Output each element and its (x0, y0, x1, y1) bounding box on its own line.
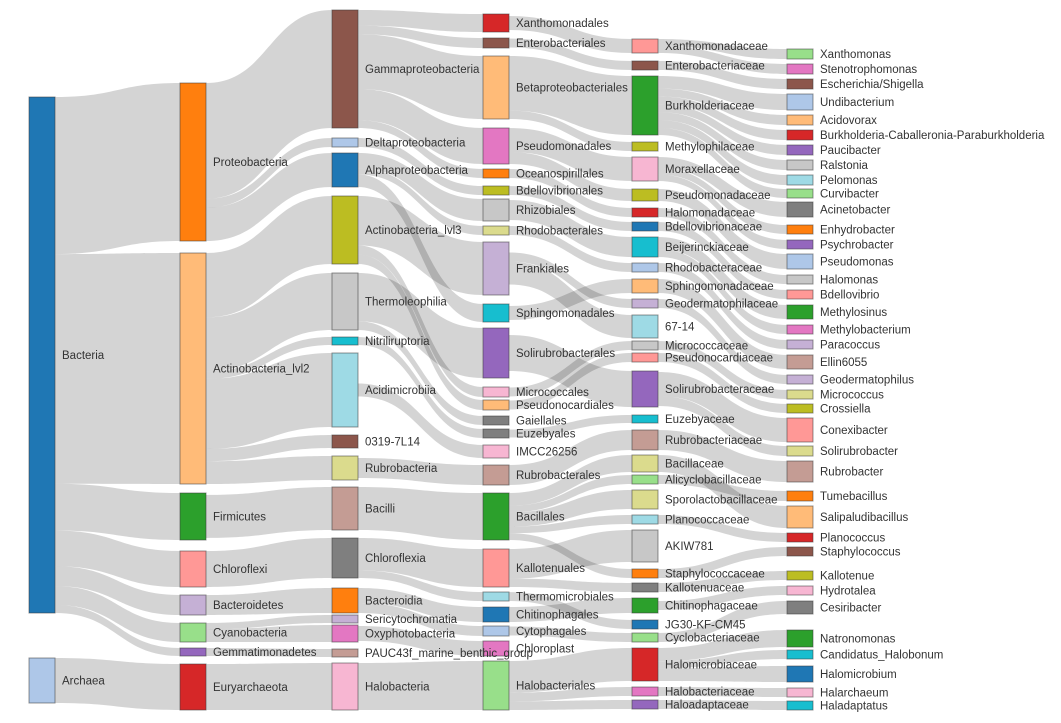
node-label-euzebyales: Euzebyales (516, 428, 576, 441)
sankey-node-methylophilaceae[interactable] (632, 142, 658, 151)
node-label-oxyphotobacteria: Oxyphotobacteria (365, 628, 456, 641)
node-label-actinobacteria-lvl3: Actinobacteria_lvl3 (365, 225, 462, 237)
sankey-node-pauc43f-marine-benthic-group[interactable] (332, 649, 358, 657)
node-label-ralstonia: Ralstonia (820, 160, 868, 172)
node-label-oceanospirillales: Oceanospirillales (516, 168, 604, 181)
sankey-node-moraxellaceae[interactable] (632, 157, 658, 181)
link-kallotenuales--kallotenuaceae (509, 579, 632, 592)
sankey-node-enterobacteriaceae[interactable] (632, 61, 658, 70)
sankey-node-firmicutes[interactable] (180, 493, 206, 540)
node-label-halomicrobium: Halomicrobium (820, 669, 897, 681)
node-label-xanthomonadaceae: Xanthomonadaceae (665, 41, 768, 53)
node-label-pelomonas: Pelomonas (820, 175, 878, 187)
node-label-rubrobacter: Rubrobacter (820, 466, 884, 479)
sankey-node-burkholderia-caballeronia-paraburkholderia[interactable] (787, 130, 813, 140)
node-label-imcc26256: IMCC26256 (516, 446, 578, 459)
sankey-node-chitinophagales[interactable] (483, 607, 509, 622)
node-label-actinobacteria-lvl2: Actinobacteria_lvl2 (213, 363, 310, 376)
sankey-node-oxyphotobacteria[interactable] (332, 625, 358, 642)
sankey-node-frankiales[interactable] (483, 242, 509, 295)
node-label-chitinophagaceae: Chitinophagaceae (665, 600, 758, 613)
link-chloroflexi--chloroflexia (206, 538, 332, 587)
node-label-chloroflexi: Chloroflexi (213, 564, 268, 576)
node-label-euryarchaeota: Euryarchaeota (213, 682, 288, 694)
node-label-sphingomonadales: Sphingomonadales (516, 308, 615, 320)
sankey-node-kallotenuaceae[interactable] (632, 583, 658, 592)
sankey-node-halobacteriaceae[interactable] (632, 687, 658, 696)
node-label-bdellovibrionales: Bdellovibrionales (516, 185, 603, 198)
sankey-node-micrococcus[interactable] (787, 390, 813, 399)
node-label-0319-7l14: 0319-7L14 (365, 436, 420, 449)
sankey-node-acidimicrobiia[interactable] (332, 353, 358, 427)
sankey-node-67-14[interactable] (632, 315, 658, 338)
sankey-node-xanthomonas[interactable] (787, 49, 813, 59)
sankey-node-staphylococcus[interactable] (787, 547, 813, 556)
node-label-akiw781: AKIW781 (665, 541, 714, 553)
sankey-node-halarchaeum[interactable] (787, 688, 813, 697)
sankey-node-cytophagales[interactable] (483, 626, 509, 636)
node-label-micrococcales: Micrococcales (516, 387, 589, 399)
sankey-node-gemmatimonadetes[interactable] (180, 648, 206, 656)
node-label-micrococcus: Micrococcus (820, 389, 884, 402)
node-label-frankiales: Frankiales (516, 263, 570, 276)
node-label-staphylococcaceae: Staphylococcaceae (665, 568, 765, 581)
sankey-node-alicyclobacillaceae[interactable] (632, 475, 658, 484)
node-label-enterobacteriaceae: Enterobacteriaceae (665, 60, 765, 73)
node-label-ellin6055: Ellin6055 (820, 357, 868, 369)
node-label-acidovorax: Acidovorax (820, 115, 877, 127)
node-label-micrococcaceae: Micrococcaceae (665, 340, 749, 353)
node-label-archaea: Archaea (62, 675, 105, 688)
node-label-bacteria: Bacteria (62, 350, 105, 362)
sankey-node-bacilli[interactable] (332, 487, 358, 530)
node-label-geodermatophilus: Geodermatophilus (820, 374, 914, 387)
node-label-rubrobacteria: Rubrobacteria (365, 463, 438, 475)
sankey-node-curvibacter[interactable] (787, 189, 813, 198)
sankey-node-methylosinus[interactable] (787, 305, 813, 319)
sankey-node-xanthomonadaceae[interactable] (632, 39, 658, 53)
node-label-paracoccus: Paracoccus (820, 339, 881, 352)
node-label-pseudonocardiaceae: Pseudonocardiaceae (665, 352, 774, 365)
sankey-node-solirubrobacterales[interactable] (483, 328, 509, 378)
sankey-node-kallotenuales[interactable] (483, 549, 509, 587)
node-label-halomonas: Halomonas (820, 274, 879, 287)
sankey-node-0319-7l14[interactable] (332, 435, 358, 448)
sankey-node-rhodobacteraceae[interactable] (632, 263, 658, 272)
node-label-rhodobacterales: Rhodobacterales (516, 225, 603, 238)
node-label-methylosinus: Methylosinus (820, 307, 888, 319)
sankey-node-gammaproteobacteria[interactable] (332, 10, 358, 128)
node-label-sporolactobacillaceae: Sporolactobacillaceae (665, 494, 778, 507)
node-label-alicyclobacillaceae: Alicyclobacillaceae (665, 474, 762, 487)
node-label-hydrotalea: Hydrotalea (820, 585, 876, 598)
sankey-node-solirubrobacteraceae[interactable] (632, 371, 658, 407)
sankey-node-halomicrobiaceae[interactable] (632, 648, 658, 681)
node-label-pseudomonadaceae: Pseudomonadaceae (665, 190, 771, 202)
sankey-node-pseudomonadales[interactable] (483, 128, 509, 164)
sankey-node-chitinophagaceae[interactable] (632, 598, 658, 613)
node-label-kallotenuaceae: Kallotenuaceae (665, 582, 745, 595)
node-label-planococcaceae: Planococcaceae (665, 514, 750, 527)
sankey-node-paucibacter[interactable] (787, 145, 813, 155)
sankey-node-cesiribacter[interactable] (787, 601, 813, 614)
node-label-cesiribacter: Cesiribacter (820, 602, 882, 615)
sankey-node-bacteroidia[interactable] (332, 588, 358, 613)
sankey-node-pseudomonadaceae[interactable] (632, 189, 658, 201)
node-label-gammaproteobacteria: Gammaproteobacteria (365, 64, 480, 76)
node-label-burkholderiaceae: Burkholderiaceae (665, 100, 755, 113)
node-label-deltaproteobacteria: Deltaproteobacteria (365, 137, 466, 150)
sankey-node-bdellovibrio[interactable] (787, 290, 813, 299)
node-label-psychrobacter: Psychrobacter (820, 239, 894, 252)
node-label-acidimicrobiia: Acidimicrobiia (365, 385, 436, 397)
sankey-node-thermomicrobiales[interactable] (483, 592, 509, 601)
sankey-node-micrococcaceae[interactable] (632, 341, 658, 350)
node-label-natronomonas: Natronomonas (820, 633, 896, 646)
sankey-node-jg30-kf-cm45[interactable] (632, 620, 658, 629)
node-label-bdellovibrionaceae: Bdellovibrionaceae (665, 221, 763, 234)
sankey-node-psychrobacter[interactable] (787, 240, 813, 249)
node-label-chloroflexia: Chloroflexia (365, 553, 426, 565)
node-label-candidatus-halobonum: Candidatus_Halobonum (820, 649, 944, 662)
node-label-halobacteriaceae: Halobacteriaceae (665, 686, 755, 699)
node-label-crossiella: Crossiella (820, 403, 871, 416)
sankey-node-halobacteriales[interactable] (483, 661, 509, 710)
sankey-node-chloroflexia[interactable] (332, 538, 358, 578)
sankey-node-bacillaceae[interactable] (632, 455, 658, 472)
sankey-node-rhodobacterales[interactable] (483, 226, 509, 235)
sankey-node-methylobacterium[interactable] (787, 325, 813, 334)
node-label-escherichia-shigella: Escherichia/Shigella (820, 79, 924, 91)
sankey-node-enhydrobacter[interactable] (787, 225, 813, 234)
sankey-node-nitriliruptoria[interactable] (332, 337, 358, 345)
sankey-node-proteobacteria[interactable] (180, 83, 206, 241)
sankey-node-hydrotalea[interactable] (787, 586, 813, 595)
sankey-node-ellin6055[interactable] (787, 355, 813, 369)
sankey-node-bacteroidetes[interactable] (180, 595, 206, 615)
node-label-bacillales: Bacillales (516, 511, 565, 524)
node-label-gaiellales: Gaiellales (516, 415, 567, 428)
sankey-node-rubrobacteria[interactable] (332, 456, 358, 480)
node-label-solirubrobacter: Solirubrobacter (820, 446, 898, 458)
node-label-sericytochromatia: Sericytochromatia (365, 614, 458, 626)
node-label-stenotrophomonas: Stenotrophomonas (820, 64, 918, 76)
node-label-rhizobiales: Rhizobiales (516, 205, 576, 217)
sankey-node-haladaptatus[interactable] (787, 701, 813, 710)
sankey-node-akiw781[interactable] (632, 530, 658, 562)
node-label-sphingomonadaceae: Sphingomonadaceae (665, 281, 774, 293)
sankey-node-geodermatophilus[interactable] (787, 375, 813, 384)
sankey-node-enterobacteriales[interactable] (483, 38, 509, 48)
sankey-node-cyclobacteriaceae[interactable] (632, 633, 658, 642)
node-label-rubrobacterales: Rubrobacterales (516, 470, 601, 482)
node-label-enhydrobacter: Enhydrobacter (820, 224, 895, 237)
sankey-node-bdellovibrionales[interactable] (483, 186, 509, 195)
sankey-node-halomicrobium[interactable] (787, 666, 813, 682)
sankey-node-natronomonas[interactable] (787, 630, 813, 647)
node-label-pseudomonadales: Pseudomonadales (516, 141, 612, 153)
node-label-halarchaeum: Halarchaeum (820, 687, 889, 700)
node-label-firmicutes: Firmicutes (213, 511, 267, 524)
node-label-xanthomonas: Xanthomonas (820, 49, 891, 61)
sankey-node-conexibacter[interactable] (787, 418, 813, 442)
sankey-node-xanthomonadales[interactable] (483, 14, 509, 32)
sankey-node-pseudomonas[interactable] (787, 254, 813, 269)
sankey-node-rubrobacter[interactable] (787, 461, 813, 482)
sankey-node-kallotenue[interactable] (787, 571, 813, 580)
sankey-node-planococcus[interactable] (787, 533, 813, 542)
sankey-node-halobacteria[interactable] (332, 663, 358, 710)
node-label-burkholderia-caballeronia-paraburkholderia: Burkholderia-Caballeronia-Paraburkholderia (820, 130, 1045, 142)
node-label-rhodobacteraceae: Rhodobacteraceae (665, 262, 763, 275)
sankey-node-pseudonocardiales[interactable] (483, 400, 509, 410)
node-label-gemmatimonadetes: Gemmatimonadetes (213, 647, 317, 659)
sankey-node-euzebyaceae[interactable] (632, 415, 658, 423)
node-label-planococcus: Planococcus (820, 532, 886, 545)
sankey-node-candidatus-halobonum[interactable] (787, 650, 813, 659)
sankey-node-gaiellales[interactable] (483, 416, 509, 425)
node-label-bacteroidetes: Bacteroidetes (213, 600, 284, 612)
sankey-node-betaproteobacteriales[interactable] (483, 56, 509, 119)
node-label-haloadaptaceae: Haloadaptaceae (665, 699, 749, 712)
node-label-alphaproteobacteria: Alphaproteobacteria (365, 165, 468, 177)
sankey-node-archaea[interactable] (29, 658, 55, 703)
node-label-methylobacterium: Methylobacterium (820, 324, 911, 337)
node-label-thermoleophilia: Thermoleophilia (365, 296, 447, 309)
sankey-node-pseudonocardiaceae[interactable] (632, 353, 658, 362)
node-label-paucibacter: Paucibacter (820, 145, 881, 157)
node-label-haladaptatus: Haladaptatus (820, 700, 888, 713)
node-label-proteobacteria: Proteobacteria (213, 157, 288, 169)
sankey-node-micrococcales[interactable] (483, 387, 509, 397)
sankey-node-tumebacillus[interactable] (787, 491, 813, 501)
node-label-acinetobacter: Acinetobacter (820, 204, 891, 217)
sankey-node-ralstonia[interactable] (787, 160, 813, 170)
link-halobacteriales--haloadaptaceae (509, 700, 632, 710)
node-label-staphylococcus: Staphylococcus (820, 546, 901, 559)
sankey-node-salipaludibacillus[interactable] (787, 506, 813, 528)
node-label-halomicrobiaceae: Halomicrobiaceae (665, 659, 758, 672)
link-bacteria--actinobacteria-lvl2 (55, 253, 180, 484)
node-label-cyclobacteriaceae: Cyclobacteriaceae (665, 632, 760, 645)
node-label-kallotenue: Kallotenue (820, 570, 875, 583)
sankey-node-haloadaptaceae[interactable] (632, 700, 658, 709)
sankey-node-thermoleophilia[interactable] (332, 273, 358, 330)
node-label-curvibacter: Curvibacter (820, 188, 879, 201)
sankey-node-rubrobacteriaceae[interactable] (632, 430, 658, 450)
node-label-solirubrobacteraceae: Solirubrobacteraceae (665, 384, 775, 396)
sankey-node-imcc26256[interactable] (483, 445, 509, 458)
node-label-beijerinckiaceae: Beijerinckiaceae (665, 242, 749, 254)
node-label-nitriliruptoria: Nitriliruptoria (365, 336, 430, 348)
node-label-tumebacillus: Tumebacillus (820, 491, 888, 503)
sankey-node-stenotrophomonas[interactable] (787, 64, 813, 74)
sankey-node-beijerinckiaceae[interactable] (632, 237, 658, 257)
sankey-node-escherichia-shigella[interactable] (787, 79, 813, 89)
sankey-node-burkholderiaceae[interactable] (632, 76, 658, 135)
node-label-bacilli: Bacilli (365, 503, 396, 516)
sankey-node-staphylococcaceae[interactable] (632, 569, 658, 578)
link-bacteria--proteobacteria (55, 83, 180, 254)
sankey-node-rubrobacterales[interactable] (483, 465, 509, 485)
node-label-halobacteria: Halobacteria (365, 681, 430, 694)
sankey-node-sphingomonadaceae[interactable] (632, 279, 658, 293)
node-label-xanthomonadales: Xanthomonadales (516, 18, 609, 30)
node-label-solirubrobacterales: Solirubrobacterales (516, 348, 616, 360)
sankey-node-halomonadaceae[interactable] (632, 208, 658, 217)
node-label-67-14: 67-14 (665, 321, 695, 334)
sankey-node-deltaproteobacteria[interactable] (332, 138, 358, 147)
sankey-node-solirubrobacter[interactable] (787, 446, 813, 456)
sankey-node-bdellovibrionaceae[interactable] (632, 222, 658, 231)
sankey-node-oceanospirillales[interactable] (483, 169, 509, 178)
node-label-thermomicrobiales: Thermomicrobiales (516, 591, 614, 604)
node-label-euzebyaceae: Euzebyaceae (665, 414, 735, 426)
node-label-pseudonocardiales: Pseudonocardiales (516, 400, 614, 412)
sankey-node-crossiella[interactable] (787, 404, 813, 413)
sankey-node-sphingomonadales[interactable] (483, 304, 509, 322)
sankey-node-sericytochromatia[interactable] (332, 615, 358, 623)
node-label-halomonadaceae: Halomonadaceae (665, 207, 756, 220)
sankey-node-sporolactobacillaceae[interactable] (632, 490, 658, 509)
sankey-node-bacteria[interactable] (29, 97, 55, 613)
node-label-conexibacter: Conexibacter (820, 425, 888, 437)
node-label-cytophagales: Cytophagales (516, 626, 587, 638)
sankey-node-paracoccus[interactable] (787, 340, 813, 349)
node-label-chloroplast: Chloroplast (516, 643, 575, 656)
node-label-geodermatophilaceae: Geodermatophilaceae (665, 298, 779, 311)
node-label-kallotenuales: Kallotenuales (516, 563, 586, 575)
sankey-node-actinobacteria-lvl3[interactable] (332, 196, 358, 264)
node-label-chitinophagales: Chitinophagales (516, 609, 599, 622)
node-label-bdellovibrio: Bdellovibrio (820, 289, 880, 302)
sankey-node-acinetobacter[interactable] (787, 202, 813, 217)
node-label-pseudomonas: Pseudomonas (820, 256, 894, 269)
node-label-halobacteriales: Halobacteriales (516, 680, 596, 693)
sankey-node-bacillales[interactable] (483, 493, 509, 540)
node-label-rubrobacteriaceae: Rubrobacteriaceae (665, 435, 763, 447)
sankey-node-actinobacteria-lvl2[interactable] (180, 253, 206, 484)
sankey-node-acidovorax[interactable] (787, 115, 813, 125)
sankey-node-rhizobiales[interactable] (483, 199, 509, 221)
node-label-salipaludibacillus: Salipaludibacillus (820, 512, 909, 524)
node-label-betaproteobacteriales: Betaproteobacteriales (516, 82, 628, 95)
sankey-node-alphaproteobacteria[interactable] (332, 153, 358, 187)
node-label-bacillaceae: Bacillaceae (665, 458, 724, 471)
sankey-node-cyanobacteria[interactable] (180, 623, 206, 642)
sankey-node-geodermatophilaceae[interactable] (632, 299, 658, 308)
node-label-jg30-kf-cm45: JG30-KF-CM45 (665, 619, 746, 632)
node-label-bacteroidia: Bacteroidia (365, 595, 423, 608)
node-label-pauc43f-marine-benthic-group: PAUC43f_marine_benthic_group (365, 648, 533, 660)
sankey-node-planococcaceae[interactable] (632, 515, 658, 524)
sankey-node-halomonas[interactable] (787, 275, 813, 284)
node-label-enterobacteriales: Enterobacteriales (516, 38, 606, 50)
sankey-node-euzebyales[interactable] (483, 429, 509, 438)
node-label-moraxellaceae: Moraxellaceae (665, 164, 740, 176)
node-label-undibacterium: Undibacterium (820, 97, 895, 109)
sankey-node-chloroflexi[interactable] (180, 551, 206, 587)
sankey-node-pelomonas[interactable] (787, 175, 813, 185)
sankey-node-euryarchaeota[interactable] (180, 664, 206, 710)
sankey-node-undibacterium[interactable] (787, 94, 813, 110)
node-label-methylophilaceae: Methylophilaceae (665, 141, 755, 154)
node-label-cyanobacteria: Cyanobacteria (213, 627, 288, 640)
